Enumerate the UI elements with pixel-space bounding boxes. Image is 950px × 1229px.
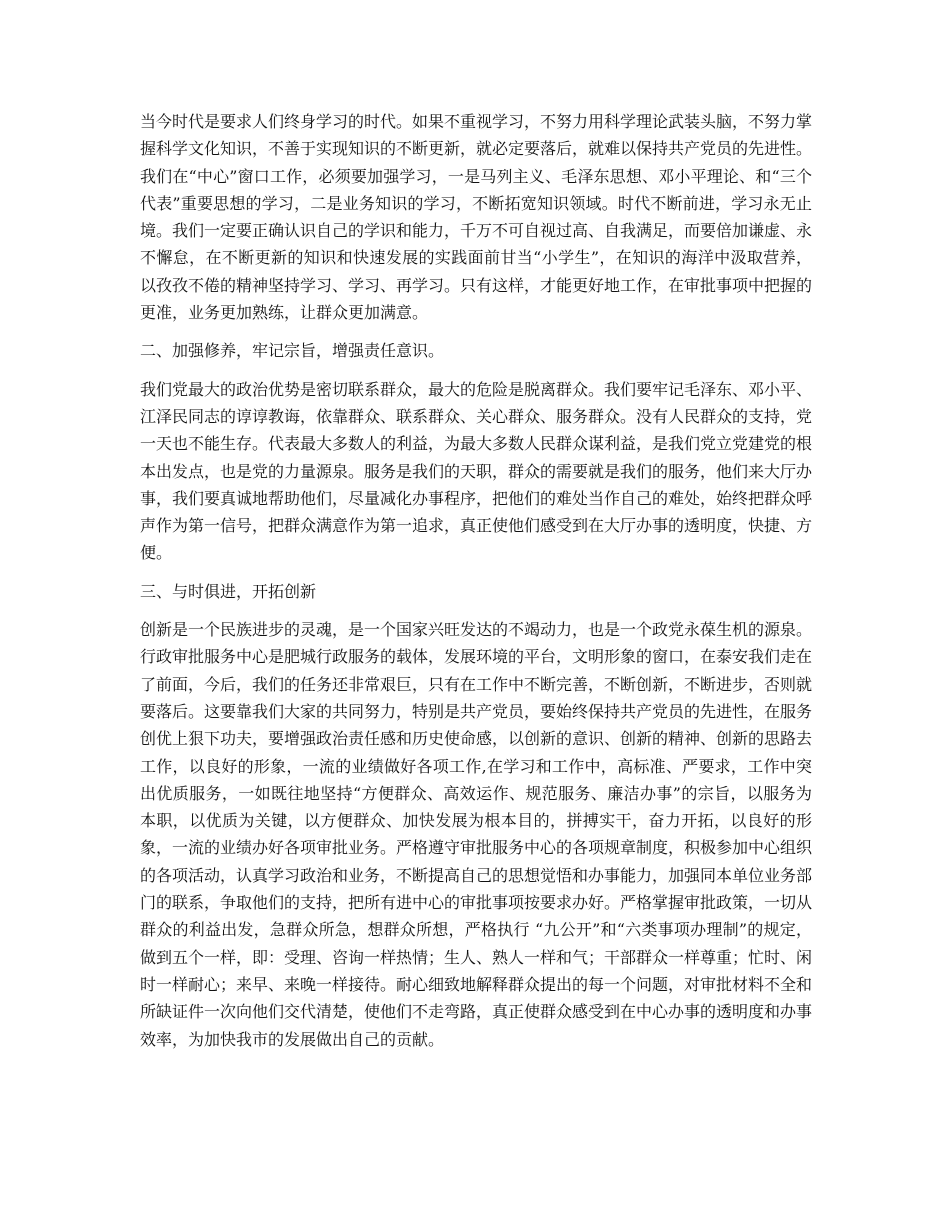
section-heading-2: 二、加强修养，牢记宗旨，增强责任意识。 [140, 341, 445, 361]
paragraph-service: 我们党最大的政治优势是密切联系群众，最大的危险是脱离群众。我们要牢记毛泽东、邓小平、江泽民同志的谆谆教诲，依靠群众、联系群众、关心群众、服务群众。没有人民群众的支持，党一天也不能生存。代表最大多数人的利益，为最大多数人民群众谋利益，是我们党立党建党的根本出发点，也是党的力量源泉。服务是我们的天职，群众的需要就是我们的服务，他们来大厅办事，我们要真诚地帮助他们，尽量减化办事程序，把他们的难处当作自己的难处，始终把群众呼声作为第一信号，把群众满意作为第一追求，真正使他们感受到在大厅办事的透明度，快捷、方便。 [140, 379, 813, 563]
paragraph-study: 当今时代是要求人们终身学习的时代。如果不重视学习，不努力用科学理论武装头脑，不努力掌握科学文化知识，不善于实现知识的不断更新，就必定要落后，就难以保持共产党员的先进性。我们在“中心”窗口工作，必须要加强学习，一是马列主义、毛泽东思想、邓小平理论、和“三个代表”重要思想的学习，二是业务知识的学习，不断拓宽知识领域。时代不断前进，学习永无止境。我们一定要正确认识自己的学识和能力，千万不可自视过高、自我满足，而要倍加谦虚、永不懈怠，在不断更新的知识和快速发展的实践面前甘当“小学生”，在知识的海洋中汲取营养，以孜孜不倦的精神坚持学习、学习、再学习。只有这样，才能更好地工作，在审批事项中把握的更准，业务更加熟练，让群众更加满意。 [140, 112, 813, 323]
paragraph-innovation: 创新是一个民族进步的灵魂，是一个国家兴旺发达的不竭动力，也是一个政党永葆生机的源泉。行政审批服务中心是肥城行政服务的载体，发展环境的平台，文明形象的窗口，在泰安我们走在了前面，今后，我们的任务还非常艰巨，只有在工作中不断完善，不断创新，不断进步，否则就要落后。这要靠我们大家的共同努力，特别是共产党员，要始终保持共产党员的先进性，在服务创优上狠下功夫，要增强政治责任感和历史使命感，以创新的意识、创新的精神、创新的思路去工作，以良好的形象，一流的业绩做好各项工作,在学习和工作中，高标准、严要求，工作中突出优质服务，一如既往地坚持“方便群众、高效运作、规范服务、廉洁办事”的宗旨，以服务为本职，以优质为关键，以方便群众、加快发展为根本目的，拼搏实干，奋力开拓，以良好的形象，一流的业绩办好各项审批业务。严格遵守审批服务中心的各项规章制度，积极参加中心组织的各项活动，认真学习政治和业务，不断提高自己的思想觉悟和办事能力，加强同本单位业务部门的联系，争取他们的支持，把所有进中心的审批事项按要求办好。严格掌握审批政策，一切从群众的利益出发，急群众所急，想群众所想，严格执行 “九公开”和“六类事项办理制”的规定，做到五个一样，即：受理、咨询一样热情；生人、熟人一样和气；干部群众一样尊重；忙时、闲时一样耐心；来早、来晚一样接待。耐心细致地解释群众提出的每一个问题，对审批材料不全和所缺证件一次向他们交代清楚，使他们不走弯路，真正使群众感受到在中心办事的透明度和办事效率，为加快我市的发展做出自己的贡献。 [140, 620, 813, 1049]
document-body [140, 108, 812, 1064]
section-heading-3: 三、与时俱进，开拓创新 [140, 581, 317, 601]
